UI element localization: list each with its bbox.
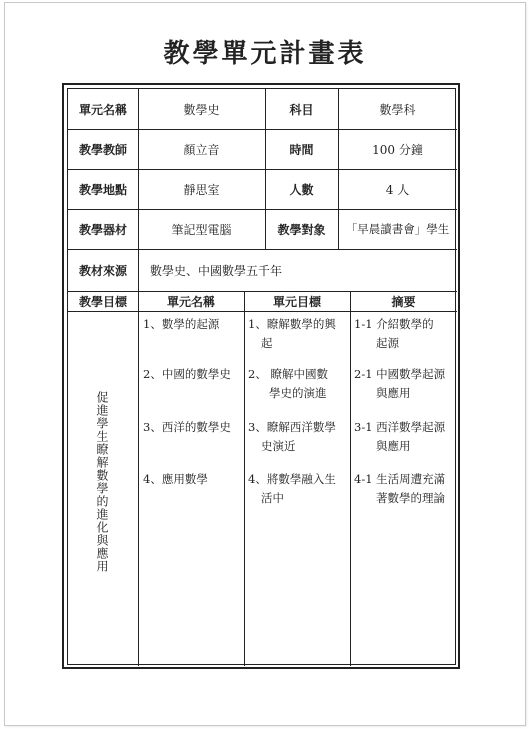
header-summary: 摘要	[391, 294, 416, 309]
row-divider	[68, 209, 457, 210]
summary-1: 1-1 介紹數學的 起源	[354, 317, 434, 350]
row-divider	[68, 291, 457, 292]
row-divider	[68, 249, 457, 250]
summary-2: 2-1 中國數學起源 與應用	[354, 367, 446, 400]
value-headcount: 4 人	[385, 182, 410, 197]
unit-name-1: 1、數學的起源	[143, 317, 220, 331]
unit-name-2: 2、中國的數學史	[143, 367, 231, 381]
label-subject: 科目	[289, 102, 314, 117]
unit-goal-3: 3、瞭解西洋數學 史演近	[248, 420, 336, 453]
header-unit-goal: 單元目標	[272, 294, 321, 309]
value-teacher: 顏立音	[183, 142, 220, 157]
row-divider	[68, 311, 457, 312]
col-divider	[265, 89, 266, 249]
col-divider	[338, 89, 339, 249]
value-equipment: 筆記型電腦	[171, 222, 232, 237]
value-time: 100 分鐘	[372, 142, 423, 157]
objective-text: 促進學生瞭解數學的進化與應用	[95, 391, 109, 573]
value-unit-name: 數學史	[183, 102, 220, 117]
unit-goal-1: 1、瞭解數學的興 起	[248, 317, 336, 350]
summary-3: 3-1 西洋數學起源 與應用	[354, 420, 446, 453]
label-time: 時間	[289, 142, 314, 157]
unit-goal-2: 2、 瞭解中國數 學史的演進	[248, 367, 328, 400]
label-source: 教材來源	[78, 263, 127, 278]
plan-table-border	[62, 83, 460, 669]
document-page	[4, 2, 526, 726]
col-divider	[244, 291, 245, 666]
unit-name-4: 4、應用數學	[143, 472, 208, 486]
summary-4: 4-1 生活周遭充滿 著數學的理論	[354, 472, 446, 505]
row-divider	[68, 129, 457, 130]
value-audience: 「早晨讀書會」學生	[345, 222, 450, 236]
header-objective: 教學目標	[78, 294, 127, 309]
plan-table	[67, 88, 456, 665]
row-divider	[68, 169, 457, 170]
col-divider	[350, 291, 351, 666]
value-location: 靜思室	[183, 182, 220, 197]
label-equipment: 教學器材	[78, 222, 127, 237]
header-unit-name: 單元名稱	[166, 294, 215, 309]
value-source: 數學史、中國數學五千年	[150, 263, 283, 278]
page-title: 教學單元計畫表	[163, 39, 367, 69]
value-subject: 數學科	[379, 102, 416, 117]
unit-goal-4: 4、將數學融入生 活中	[248, 472, 336, 505]
unit-name-3: 3、西洋的數學史	[143, 420, 231, 434]
label-teacher: 教學教師	[78, 142, 127, 157]
label-audience: 教學對象	[277, 222, 326, 237]
label-headcount: 人數	[289, 182, 314, 197]
col-divider	[138, 89, 139, 666]
label-unit-name: 單元名稱	[78, 102, 127, 117]
label-location: 教學地點	[78, 182, 127, 197]
